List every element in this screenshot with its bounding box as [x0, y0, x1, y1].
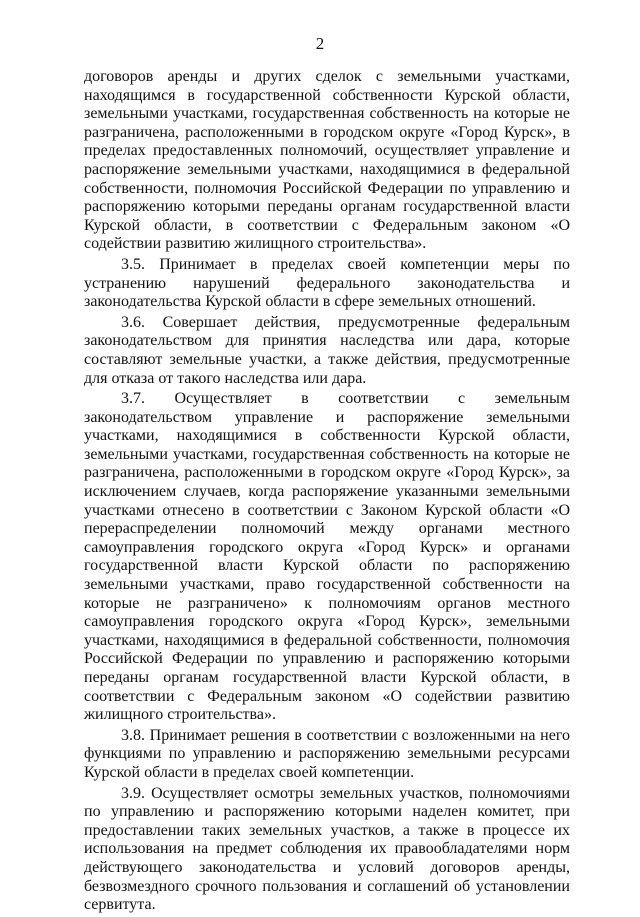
paragraph-3-7: 3.7. Осуществляет в соответствии с земельным законодательством управление и распоряжение земельными участками, находящимися в собственности Курской области, земельными участками, государственная собственность на которые не разграничена, расположенными в городском округе «Город Курск», за исключением случаев, когда распоряжение указанными земельными участками отнесено в соответствии с Законом Курской области «О перераспределении полномочий между органами местного самоуправления городского округа «Город Курск» и органами государственной власти Курской области по распоряжению земельными участками, право государственной собственности на которые не разграничено» к полномочиям органов местного самоуправления городского округа «Город Курск», земельными участками, находящимися в федеральной собственности, полномочия Российской Федерации по управлению и распоряжению которыми переданы органам государственной власти Курской области, в соответствии с Федеральным законом «О содействии развитию жилищного строительства».: [84, 390, 570, 724]
paragraph-continuation: договоров аренды и других сделок с земельными участками, находящимся в государственной собственности Курской области, земельными участками, государственная собственность на которые не разграничена, расположенными в городском округе «Город Курск», в пределах предоставленных полномочий, осуществляет управление и распоряжение земельными участками, находящимися в федеральной собственности, полномочия Российской Федерации по управлению и распоряжению которыми переданы органам государственной власти Курской области, в соответствии с Федеральным законом «О содействии развитию жилищного строительства».: [84, 68, 570, 253]
document-body: [84, 68, 570, 917]
paragraph-3-5: 3.5. Принимает в пределах своей компетенции меры по устранению нарушений федерального законодательства и законодательства Курской области в сфере земельных отношений.: [84, 255, 570, 311]
paragraph-3-9: 3.9. Осуществляет осмотры земельных участков, полномочиями по управлению и распоряжению которыми наделен комитет, при предоставлении таких земельных участков, а также в процессе их использования на предмет соблюдения их правообладателями норм действующего законодательства и условий договоров аренды, безвозмездного срочного пользования и соглашений об установлении сервитута.: [84, 784, 570, 914]
paragraph-3-8: 3.8. Принимает решения в соответствии с возложенными на него функциями по управлению и распоряжению земельными ресурсами Курской области в пределах своей компетенции.: [84, 726, 570, 781]
page-number: 2: [315, 34, 325, 53]
paragraph-3-6: 3.6. Совершает действия, предусмотренные федеральным законодательством для принятия наследства или дара, которые составляют земельные участки, а также действия, предусмотренные для отказа от такого наследства или дара.: [84, 313, 570, 387]
